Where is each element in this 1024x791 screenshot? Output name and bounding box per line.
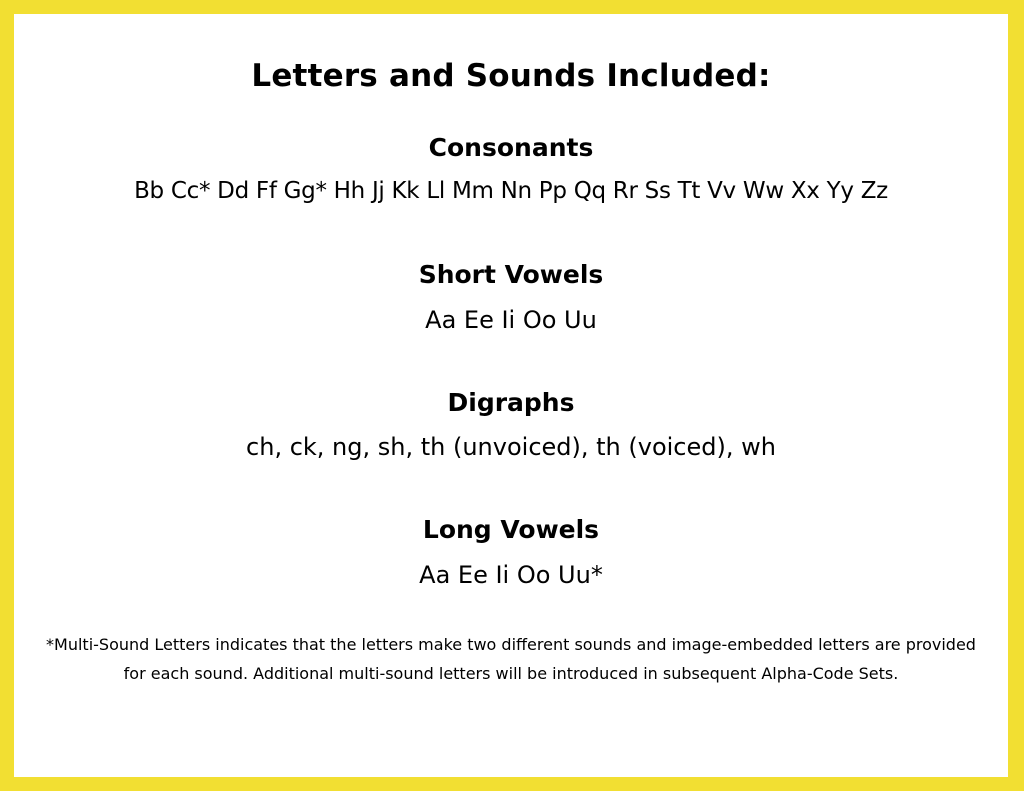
long-vowels-list: Aa Ee Ii Oo Uu*: [419, 561, 603, 589]
page-title: Letters and Sounds Included:: [251, 58, 771, 94]
digraphs-list: ch, ck, ng, sh, th (unvoiced), th (voiced), wh: [246, 433, 776, 461]
footnote: *Multi-Sound Letters indicates that the letters make two different sounds and image-embedded letters are provided for each sound. Additional multi-sound letters will be introduced in subsequent Alpha-Code Sets.: [46, 635, 976, 683]
long-vowels-heading: Long Vowels: [422, 515, 600, 544]
short-vowels-list: Aa Ee Ii Oo Uu: [425, 306, 597, 334]
digraphs-heading: Digraphs: [447, 388, 575, 417]
consonants-list: Bb Cc* Dd Ff Gg* Hh Jj Kk Ll Mm Nn Pp Qq Rr Ss Tt Vv Ww Xx Yy Zz: [134, 178, 888, 204]
page-frame: [14, 14, 1008, 777]
consonants-heading: Consonants: [428, 133, 594, 162]
short-vowels-heading: Short Vowels: [418, 260, 604, 289]
